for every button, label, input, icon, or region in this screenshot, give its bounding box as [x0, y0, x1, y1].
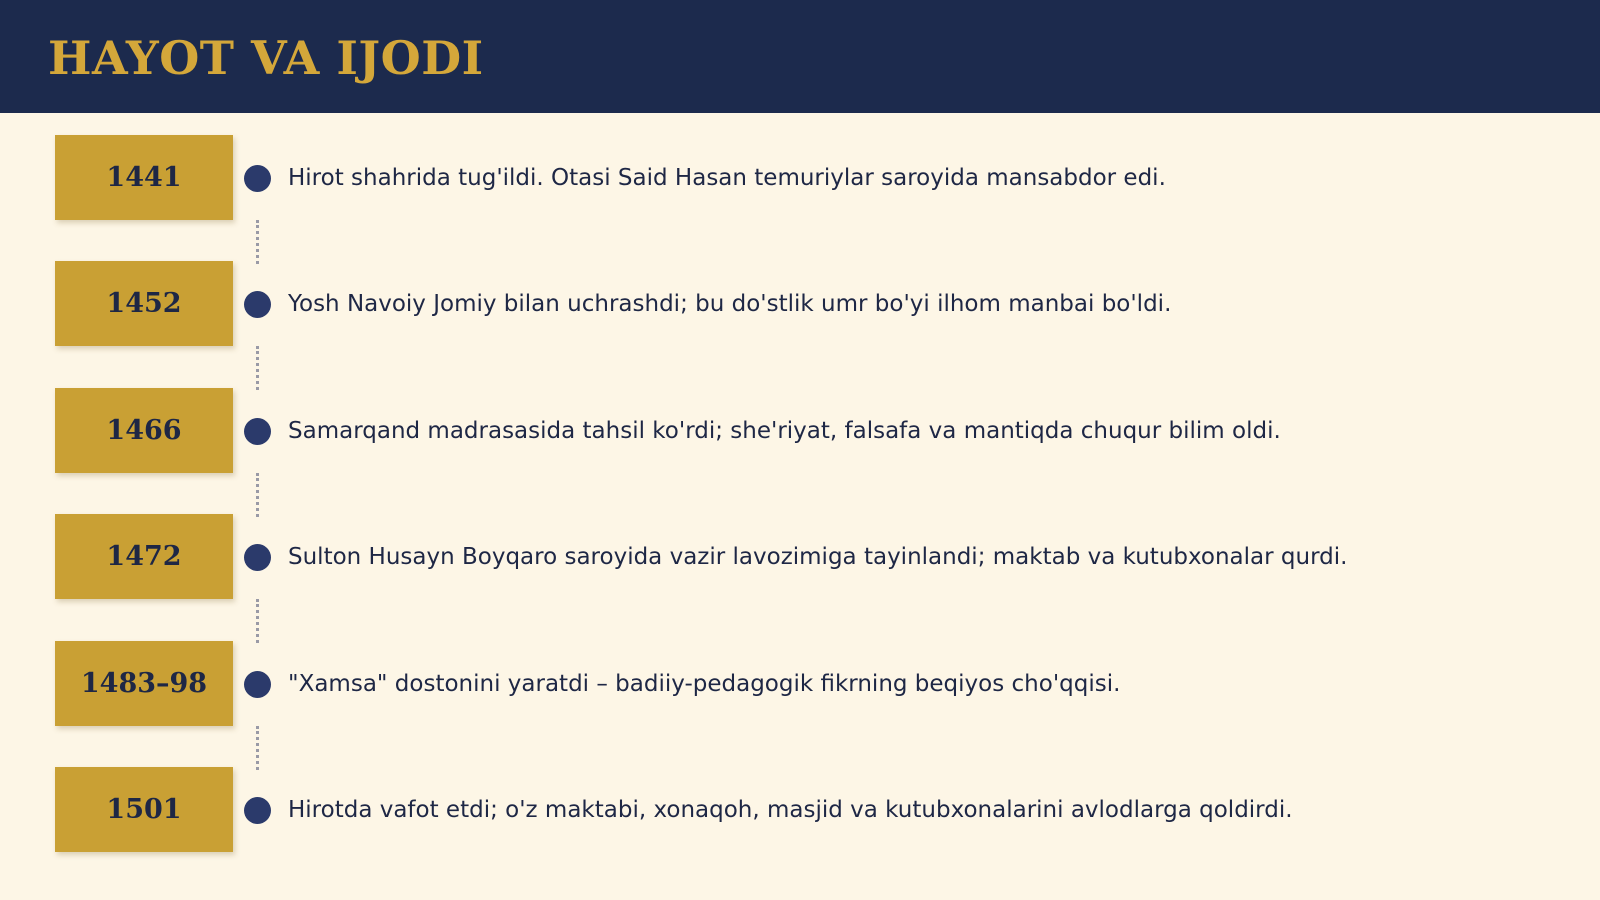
timeline-dot-icon [244, 671, 271, 698]
timeline-item [55, 388, 1555, 473]
year-badge: 1452 [55, 261, 233, 346]
timeline-item [55, 514, 1555, 599]
timeline-item [55, 641, 1555, 726]
dotted-connector [256, 599, 259, 643]
timeline-item [55, 261, 1555, 346]
timeline-dot-icon [244, 291, 271, 318]
event-description: Hirot shahrida tug'ildi. Otasi Said Hasan temuriylar saroyida mansabdor edi. [288, 164, 1166, 191]
event-description: Samarqand madrasasida tahsil ko'rdi; she'riyat, falsafa va mantiqda chuqur bilim oldi. [288, 417, 1281, 444]
timeline-item [55, 135, 1555, 220]
year-badge: 1483–98 [55, 641, 233, 726]
year-badge: 1501 [55, 767, 233, 852]
timeline-dot-icon [244, 797, 271, 824]
event-description: Hirotda vafot etdi; o'z maktabi, xonaqoh, masjid va kutubxonalarini avlodlarga qoldirdi. [288, 796, 1293, 823]
page-title: HAYOT VA IJODI [48, 31, 484, 85]
timeline-dot-icon [244, 418, 271, 445]
dotted-connector [256, 473, 259, 517]
year-badge: 1472 [55, 514, 233, 599]
year-badge: 1441 [55, 135, 233, 220]
year-badge: 1466 [55, 388, 233, 473]
event-description: "Xamsa" dostonini yaratdi – badiiy-pedagogik fikrning beqiyos cho'qqisi. [288, 670, 1121, 697]
timeline-dot-icon [244, 165, 271, 192]
timeline-dot-icon [244, 544, 271, 571]
event-description: Yosh Navoiy Jomiy bilan uchrashdi; bu do'stlik umr bo'yi ilhom manbai bo'ldi. [288, 290, 1172, 317]
timeline-item [55, 767, 1555, 852]
dotted-connector [256, 220, 259, 264]
dotted-connector [256, 346, 259, 390]
dotted-connector [256, 726, 259, 770]
event-description: Sulton Husayn Boyqaro saroyida vazir lavozimiga tayinlandi; maktab va kutubxonalar qurdi. [288, 543, 1348, 570]
